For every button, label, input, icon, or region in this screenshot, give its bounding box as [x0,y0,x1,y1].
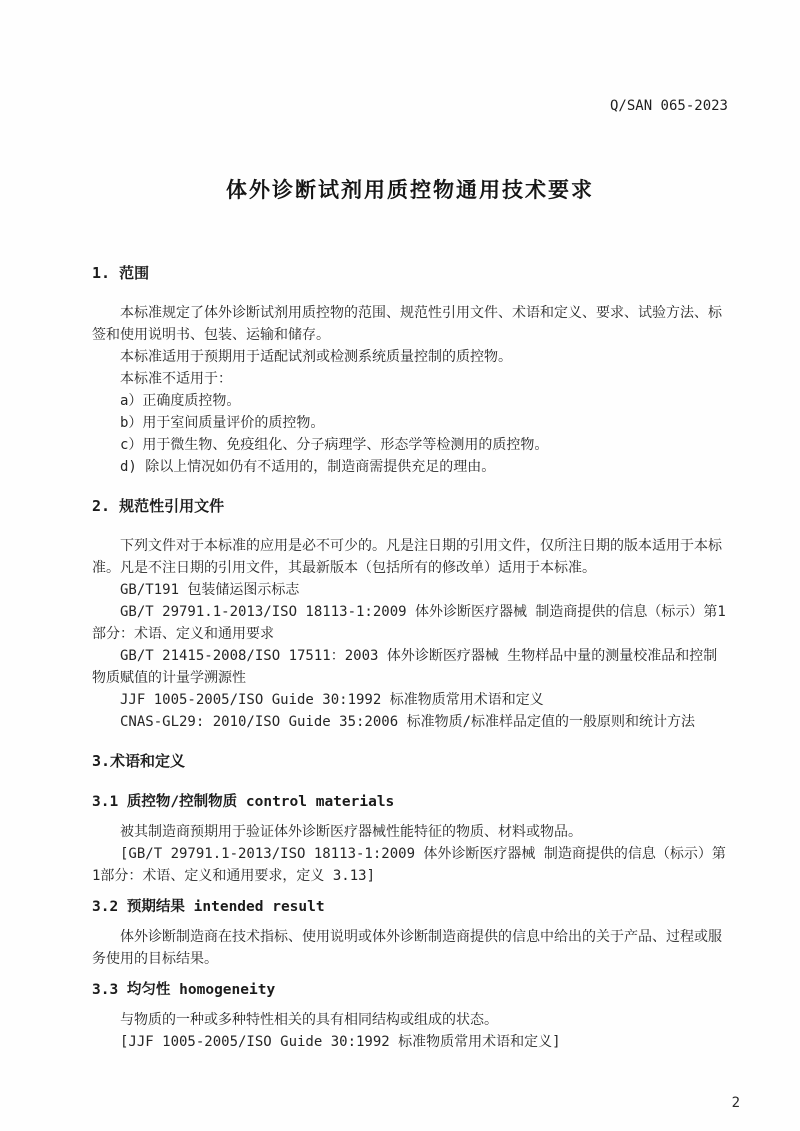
scope-list-item-b: b）用于室间质量评价的质控物。 [120,415,325,431]
scope-list-item-a: a）正确度质控物。 [120,393,241,409]
scope-paragraph-3: 本标准不适用于： [120,371,232,387]
scope-paragraph-1: 本标准规定了体外诊断试剂用质控物的范围、规范性引用文件、术语和定义、要求、试验方法、标签和使用说明书、包装、运输和储存。 [92,305,722,343]
scope-list-item-d: d) 除以上情况如仍有不适用的，制造商需提供充足的理由。 [120,459,496,475]
term-3-1-source: [GB/T 29791.1-2013/ISO 18113-1:2009 体外诊断医疗器械 制造商提供的信息（标示）第1部分：术语、定义和通用要求，定义 3.13] [92,846,726,884]
doc-title: 体外诊断试剂用质控物通用技术要求 [226,178,594,202]
reference-item: GB/T 29791.1-2013/ISO 18113-1:2009 体外诊断医疗器械 制造商提供的信息（标示）第1部分：术语、定义和通用要求 [92,604,726,642]
term-3-2-heading: 3.2 预期结果 intended result [92,899,325,915]
page-number: 2 [731,1095,740,1111]
reference-item: JJF 1005-2005/ISO Guide 30:1992 标准物质常用术语和定义 [120,692,544,708]
section-terms-heading: 3.术语和定义 [92,752,186,770]
reference-item: GB/T 21415-2008/ISO 17511：2003 体外诊断医疗器械 生物样品中量的测量校准品和控制物质赋值的计量学溯源性 [92,648,718,686]
section-references-heading: 2. 规范性引用文件 [92,497,225,515]
section-scope-heading: 1. 范围 [92,264,150,282]
reference-item: CNAS-GL29: 2010/ISO Guide 35:2006 标准物质/标准样品定值的一般原则和统计方法 [120,714,696,730]
term-3-2-definition: 体外诊断制造商在技术指标、使用说明或体外诊断制造商提供的信息中给出的关于产品、过程或服务使用的目标结果。 [92,929,722,967]
scope-paragraph-2: 本标准适用于预期用于适配试剂或检测系统质量控制的质控物。 [120,349,512,365]
doc-code: Q/SAN 065-2023 [609,98,728,114]
term-3-1-definition: 被其制造商预期用于验证体外诊断医疗器械性能特征的物质、材料或物品。 [120,824,582,840]
term-3-3-source: [JJF 1005-2005/ISO Guide 30:1992 标准物质常用术语和定义] [120,1034,561,1050]
term-3-1-heading: 3.1 质控物/控制物质 control materials [92,794,395,810]
references-intro: 下列文件对于本标准的应用是必不可少的。凡是注日期的引用文件，仅所注日期的版本适用于本标准。凡是不注日期的引用文件，其最新版本（包括所有的修改单）适用于本标准。 [92,538,722,576]
reference-item: GB/T191 包装储运图示标志 [120,582,300,598]
scope-list-item-c: c）用于微生物、免疫组化、分子病理学、形态学等检测用的质控物。 [120,437,549,453]
term-3-3-definition: 与物质的一种或多种特性相关的具有相同结构或组成的状态。 [120,1012,498,1028]
term-3-3-heading: 3.3 均匀性 homogeneity [92,982,276,998]
